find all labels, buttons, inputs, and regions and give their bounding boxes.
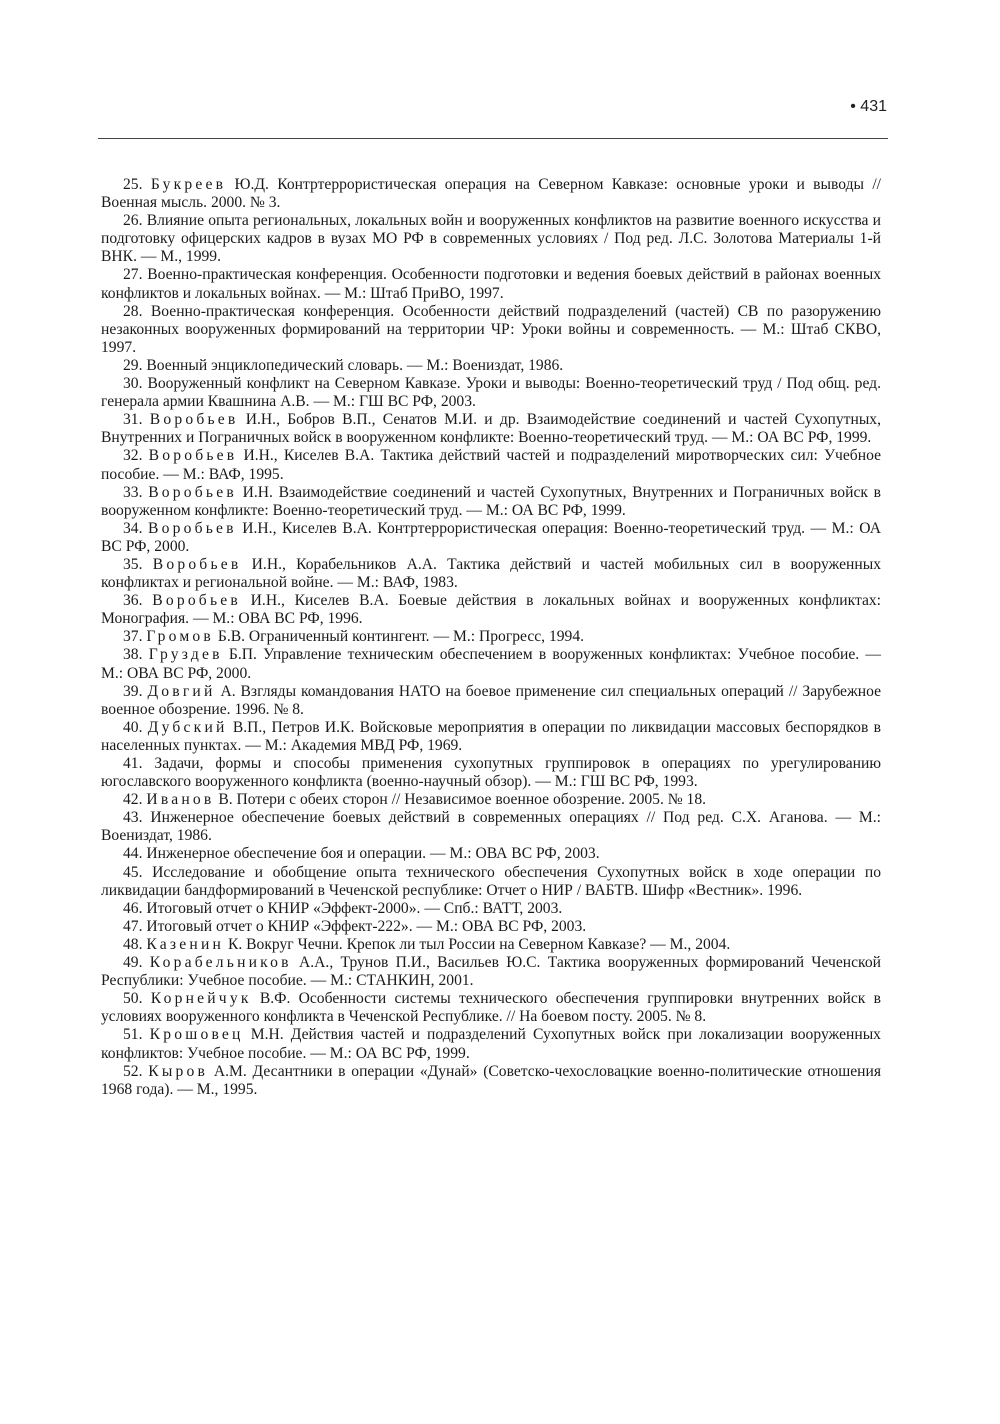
reference-item: 27. Военно-практическая конференция. Особенности подготовки и ведения боевых действий в районах военных конфликтов и локальных войнах. — М.: Штаб ПриВО, 1997. (101, 266, 881, 302)
reference-item: 42. Иванов В. Потери с обеих сторон // Независимое военное обозрение. 2005. № 18. (123, 791, 707, 809)
reference-item: 41. Задачи, формы и способы применения сухопутных группировок в операциях по урегулированию югославского вооруженного конфликта (военно-научный обзор). — М.: ГШ ВС РФ, 1993. (101, 755, 881, 791)
reference-item: 47. Итоговый отчет о КНИР «Эффект-222». — М.: ОВА ВС РФ, 2003. (123, 917, 587, 935)
reference-item: 51. Крошовец М.Н. Действия частей и подразделений Сухопутных войск при локализации вооруженных конфликтов: Учебное пособие. — М.: ОА ВС РФ, 1999. (101, 1026, 881, 1062)
reference-item: 30. Вооруженный конфликт на Северном Кавказе. Уроки и выводы: Военно-теоретический труд / Под общ. ред. генерала армии Квашнина А.В. — М.: ГШ ВС РФ, 2003. (101, 375, 881, 411)
reference-item: 40. Дубский В.П., Петров И.К. Войсковые мероприятия в операции по ликвидации массовых беспорядков в населенных пунктах. — М.: Академия МВД РФ, 1969. (101, 718, 881, 754)
reference-item: 34. Воробьев И.Н., Киселев В.А. Контртеррористическая операция: Военно-теоретический труд. — М.: ОА ВС РФ, 2000. (101, 519, 881, 555)
reference-item: 50. Корнейчук В.Ф. Особенности системы технического обеспечения группировки внутренних войск в условиях вооруженного конфликта в Чеченской Республике. // На боевом посту. 2005. № 8. (101, 990, 881, 1026)
reference-item: 26. Влияние опыта региональных, локальных войн и вооруженных конфликтов на развитие военного искусства и подготовку офицерских кадров в вузах МО РФ в современных условиях / Под ред. Л.С. Золотова Материалы 1-й ВНК. — М., 1999. (101, 212, 881, 266)
reference-item: 46. Итоговый отчет о КНИР «Эффект-2000». — Спб.: ВАТТ, 2003. (123, 899, 563, 917)
reference-item: 48. Казенин К. Вокруг Чечни. Крепок ли тыл России на Северном Кавказе? — М., 2004. (123, 935, 731, 953)
reference-item: 36. Воробьев И.Н., Киселев В.А. Боевые действия в локальных войнах и вооруженных конфликтах: Монография. — М.: ОВА ВС РФ, 1996. (101, 592, 882, 628)
reference-item: 44. Инженерное обеспечение боя и операции. — М.: ОВА ВС РФ, 2003. (123, 845, 600, 863)
reference-item: 38. Груздев Б.П. Управление техническим обеспечением в вооруженных конфликтах: Учебное пособие. — М.: ОВА ВС РФ, 2000. (101, 646, 882, 682)
reference-item: 49. Корабельников А.А., Трунов П.И., Васильев Ю.С. Тактика вооруженных формирований Чеченской Республики: Учебное пособие. — М.: СТАНКИН, 2001. (101, 954, 881, 990)
reference-item: 29. Военный энциклопедический словарь. — М.: Воениздат, 1986. (123, 356, 564, 374)
reference-item: 52. Кыров А.М. Десантники в операции «Дунай» (Советско-чехословацкие военно-политические отношения 1968 года). — М., 1995. (101, 1062, 881, 1098)
reference-item: 43. Инженерное обеспечение боевых действий в современных операциях // Под ред. С.Х. Аганова. — М.: Воениздат, 1986. (101, 809, 881, 845)
reference-item: 45. Исследование и обобщение опыта технического обеспечения Сухопутных войск в ходе операции по ликвидации бандформирований в Чеченской республике: Отчет о НИР / ВАБТВ. Шифр «Вестник». 1996. (101, 863, 881, 899)
reference-item: 28. Военно-практическая конференция. Особенности действий подразделений (частей) СВ по разоружению незаконных вооруженных формирований на территории ЧР: Уроки войны и современность. — М.: Штаб СКВО, 1997. (101, 302, 881, 356)
reference-item: 31. Воробьев И.Н., Бобров В.П., Сенатов М.И. и др. Взаимодействие соединений и частей Сухопутных, Внутренних и Пограничных войск в вооруженном конфликте: Военно-теоретический труд. — М.: ОА ВС РФ, 1999. (101, 411, 882, 447)
reference-item: 25. Букреев Ю.Д. Контртеррористическая операция на Северном Кавказе: основные уроки и выводы // Военная мысль. 2000. № 3. (101, 176, 881, 212)
reference-item: 39. Довгий А. Взгляды командования НАТО на боевое применение сил специальных операций // Зарубежное военное обозрение. 1996. № 8. (101, 682, 882, 718)
reference-item: 32. Воробьев И.Н., Киселев В.А. Тактика действий частей и подразделений миротворческих сил: Учебное пособие. — М.: ВАФ, 1995. (101, 447, 881, 483)
header-rule (98, 138, 888, 139)
reference-item: 33. Воробьев И.Н. Взаимодействие соединений и частей Сухопутных, Внутренних и Пограничных войск в вооруженном конфликте: Военно-теоретический труд. — М.: ОА ВС РФ, 1999. (101, 483, 881, 519)
running-head-page-number: • 431 (850, 98, 887, 115)
reference-list (101, 176, 881, 1099)
reference-item: 35. Воробьев И.Н., Корабельников А.А. Тактика действий и частей мобильных сил в вооруженных конфликтах и региональной войне. — М.: ВАФ, 1983. (101, 555, 881, 592)
reference-item: 37. Громов Б.В. Ограниченный контингент. — М.: Прогресс, 1994. (123, 628, 585, 646)
